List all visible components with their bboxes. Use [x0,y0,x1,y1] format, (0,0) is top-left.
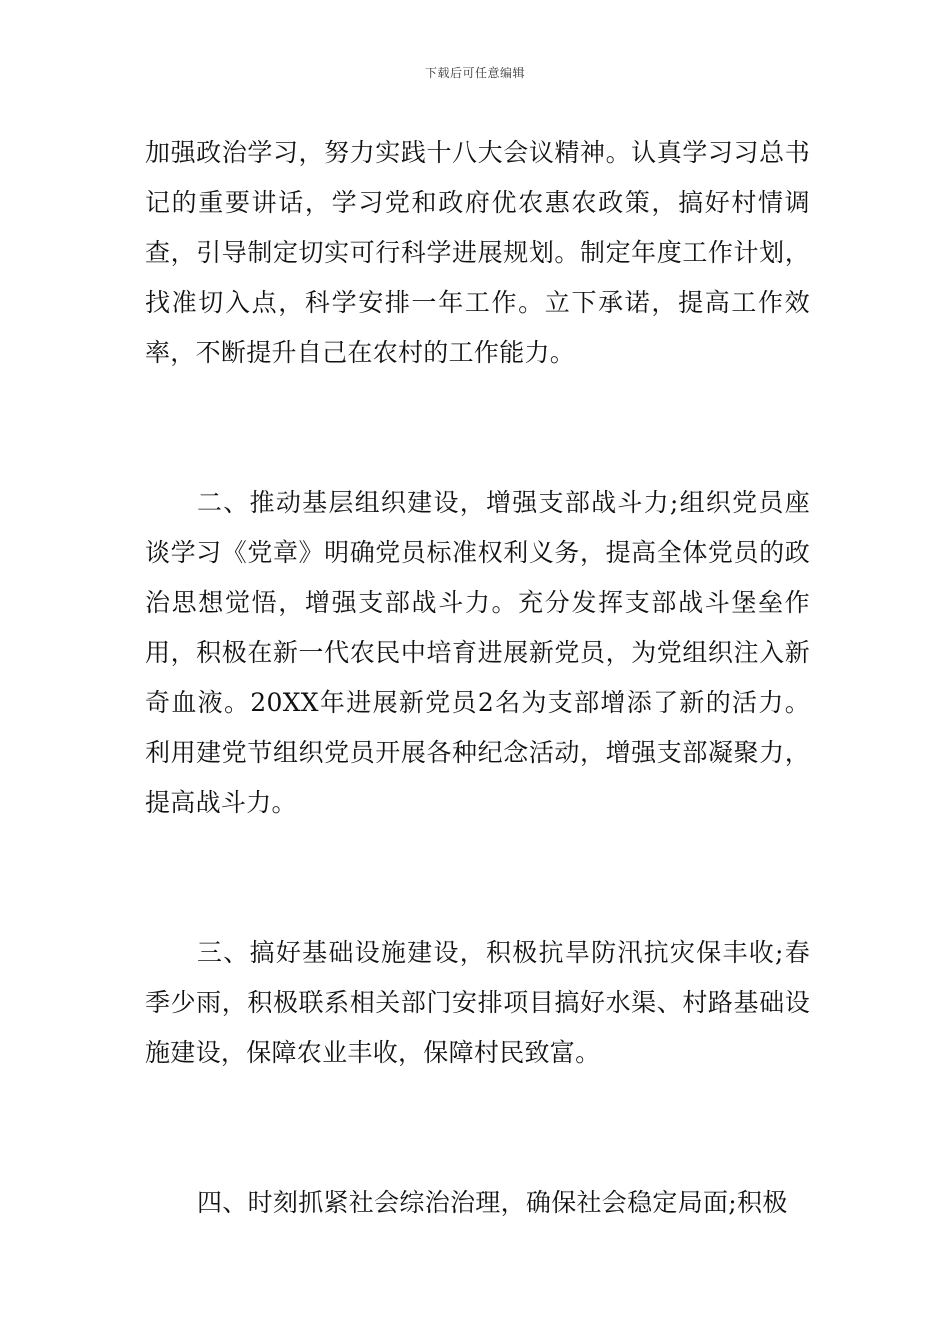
paragraph-gap [145,1078,810,1178]
header-note: 下载后可任意编辑 [424,66,525,80]
paragraph-infrastructure: 三、搞好基础设施建设，积极抗旱防汛抗灾保丰收;春季少雨，积极联系相关部门安排项目搞好水渠、村路基础设施建设，保障农业丰收，保障村民致富。 [145,938,810,1067]
paragraph-study: 加强政治学习，努力实践十八大会议精神。认真学习习总书记的重要讲话，学习党和政府优农惠农政策，搞好村情调查，引导制定切实可行科学进展规划。制定年度工作计划，找准切入点，科学安排一年工作。立下承诺，提高工作效率，不断提升自己在农村的工作能力。 [145,138,810,367]
paragraph-party-building: 二、推动基层组织建设，增强支部战斗力;组织党员座谈学习《党章》明确党员标准权利义务，提高全体党员的政治思想觉悟，增强支部战斗力。充分发挥支部战斗堡垒作用，积极在新一代农民中培育进展新党员，为党组织注入新奇血液。20XX年进展新党员2名为支部增添了新的活力。利用建党节组织党员开展各种纪念活动，增强支部凝聚力，提高战斗力。 [145,488,810,817]
paragraph-social-governance: 四、时刻抓紧社会综治治理，确保社会稳定局面;积极 [197,1188,788,1217]
document-body [145,128,810,1228]
paragraph-gap [145,378,810,478]
paragraph-gap [145,828,810,928]
